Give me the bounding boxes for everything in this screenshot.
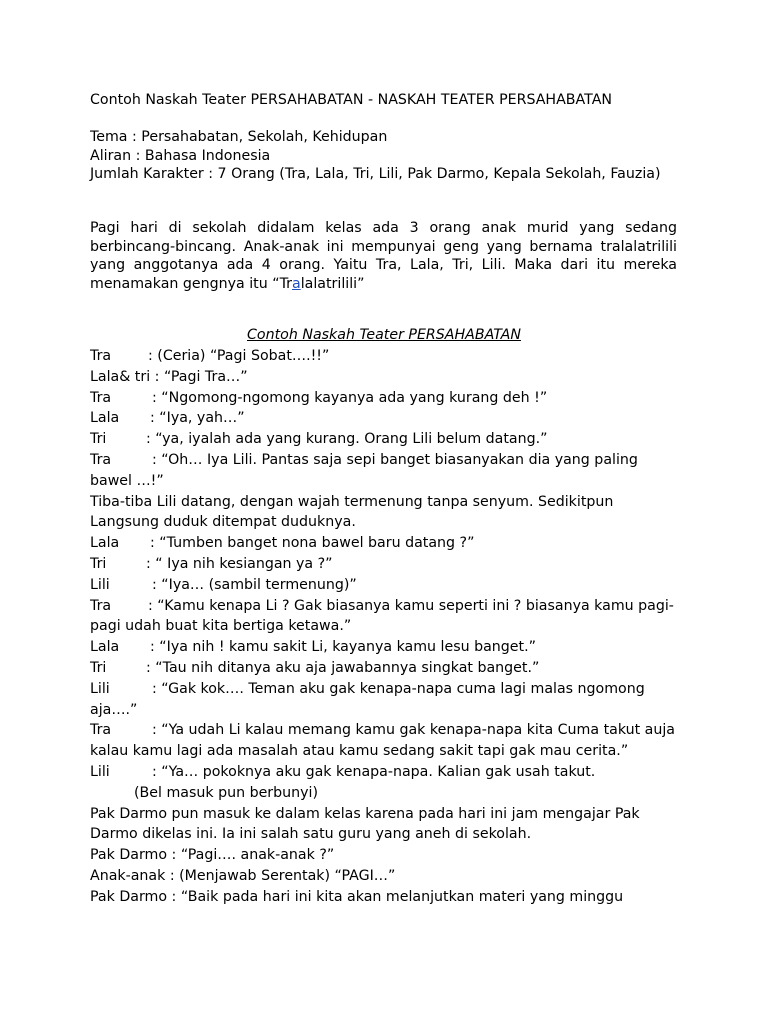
speaker-name: Lala (90, 535, 120, 552)
dialogue-line (90, 575, 678, 596)
dialogue-line (90, 346, 678, 367)
intro-link[interactable]: a (292, 275, 301, 292)
narration-line (90, 492, 678, 534)
dialogue-line (90, 658, 678, 679)
dialogue-text: : “Ya… pokoknya aku gak kenapa-napa. Kalian gak usah takut. (152, 763, 596, 780)
dialogue-line (90, 388, 678, 409)
intro-text-end: lalatrilili” (300, 275, 365, 292)
script-heading: Contoh Naskah Teater PERSAHABATAN (247, 327, 521, 343)
speaker-name: Lili (90, 680, 110, 697)
dialogue-text: : “Tau nih ditanya aku aja jawabannya singkat banget.” (146, 659, 540, 676)
genre-line: Aliran : Bahasa Indonesia (90, 147, 271, 164)
dialogue-line (90, 408, 678, 429)
dialogue-text: Pak Darmo : “Pagi…. anak-anak ?” (90, 847, 335, 864)
dialogue-line (90, 679, 678, 721)
dialogue-line (90, 367, 678, 388)
dialogue-line (90, 596, 678, 638)
speaker-name: Tri (90, 555, 107, 572)
speaker-name: Tri (90, 431, 107, 448)
dialogue-text: : “ya, iyalah ada yang kurang. Orang Lili belum datang.” (146, 431, 548, 448)
dialogue-line (90, 637, 678, 658)
dialogue-text: : “ Iya nih kesiangan ya ?” (146, 555, 333, 572)
speaker-name: Tra (90, 389, 112, 406)
dialogue-text: : “Iya… (sambil termenung)” (152, 576, 357, 593)
dialogue-line (90, 450, 678, 492)
narration-text: Pak Darmo pun masuk ke dalam kelas karena pada hari ini jam mengajar Pak Darmo dikelas ini. Ia ini salah satu guru yang aneh di sekolah. (90, 805, 640, 843)
document-title: Contoh Naskah Teater PERSAHABATAN - NASKAH TEATER PERSAHABATAN (90, 92, 613, 108)
dialogue-line (90, 554, 678, 575)
metadata-block (90, 128, 677, 184)
dialogue-line (90, 533, 678, 554)
dialogue-text: : “Ngomong-ngomong kayanya ada yang kurang deh !” (152, 389, 548, 406)
character-count-line: Jumlah Karakter : 7 Orang (Tra, Lala, Tri, Lili, Pak Darmo, Kepala Sekolah, Fauzia) (90, 166, 661, 182)
dialogue-line (90, 887, 678, 908)
script-body (90, 346, 678, 908)
speaker-name: Lili (90, 576, 110, 593)
speaker-name: Tra (90, 597, 112, 614)
dialogue-text: Anak-anak : (Menjawab Serentak) “PAGI…” (90, 867, 396, 884)
dialogue-text: Pak Darmo : “Baik pada hari ini kita akan melanjutkan materi yang minggu (90, 888, 624, 905)
dialogue-text: : (Ceria) “Pagi Sobat….!!” (148, 348, 330, 364)
dialogue-text: : “Tumben banget nona bawel baru datang ?” (150, 535, 475, 552)
speaker-name: Lala (90, 639, 120, 656)
dialogue-line (90, 720, 678, 762)
speaker-name: Tri (90, 659, 107, 676)
stage-direction-text: (Bel masuk pun berbunyi) (134, 784, 319, 801)
dialogue-text: : “Kamu kenapa Li ? Gak biasanya kamu seperti ini ? biasanya kamu pagi-pagi udah buat kita bertiga ketawa.” (90, 597, 674, 635)
narration-text: Tiba-tiba Lili datang, dengan wajah termenung tanpa senyum. Sedikitpun Langsung duduk ditempat duduknya. (90, 493, 614, 531)
narration-line (90, 804, 678, 846)
dialogue-text: Lala& tri : “Pagi Tra…” (90, 368, 248, 385)
dialogue-text: : “Gak kok…. Teman aku gak kenapa-napa cuma lagi malas ngomong aja….” (90, 680, 645, 718)
dialogue-line (90, 429, 678, 450)
speaker-name: Tra (90, 451, 112, 468)
theme-line: Tema : Persahabatan, Sekolah, Kehidupan (90, 129, 388, 145)
speaker-name: Lili (90, 763, 110, 780)
dialogue-line (90, 845, 678, 866)
intro-paragraph (90, 219, 677, 293)
stage-direction (90, 783, 678, 804)
dialogue-text: : “Ya udah Li kalau memang kamu gak kenapa-napa kita Cuma takut auja kalau kamu lagi ada masalah atau kamu sedang sakit tapi gak mau cerita.” (90, 722, 675, 760)
intro-text: Pagi hari di sekolah didalam kelas ada 3 orang anak murid yang sedang berbincang-bincang. Anak-anak ini mempunyai geng yang bernama tralalatrilili yang anggotanya ada 4 orang. Yaitu Tra, Lala, Tri, Lili. Maka dari itu mereka menamakan gengnya itu “Tr (90, 220, 677, 292)
speaker-name: Tra (90, 722, 112, 739)
dialogue-line (90, 762, 678, 783)
speaker-name: Tra (90, 348, 112, 364)
dialogue-text: : “Iya nih ! kamu sakit Li, kayanya kamu lesu banget.” (150, 639, 536, 656)
dialogue-text: : “Oh… Iya Lili. Pantas saja sepi banget biasanyakan dia yang paling bawel …!” (90, 451, 638, 489)
dialogue-line (90, 866, 678, 887)
speaker-name: Lala (90, 410, 120, 427)
dialogue-text: : “Iya, yah…” (150, 410, 245, 427)
